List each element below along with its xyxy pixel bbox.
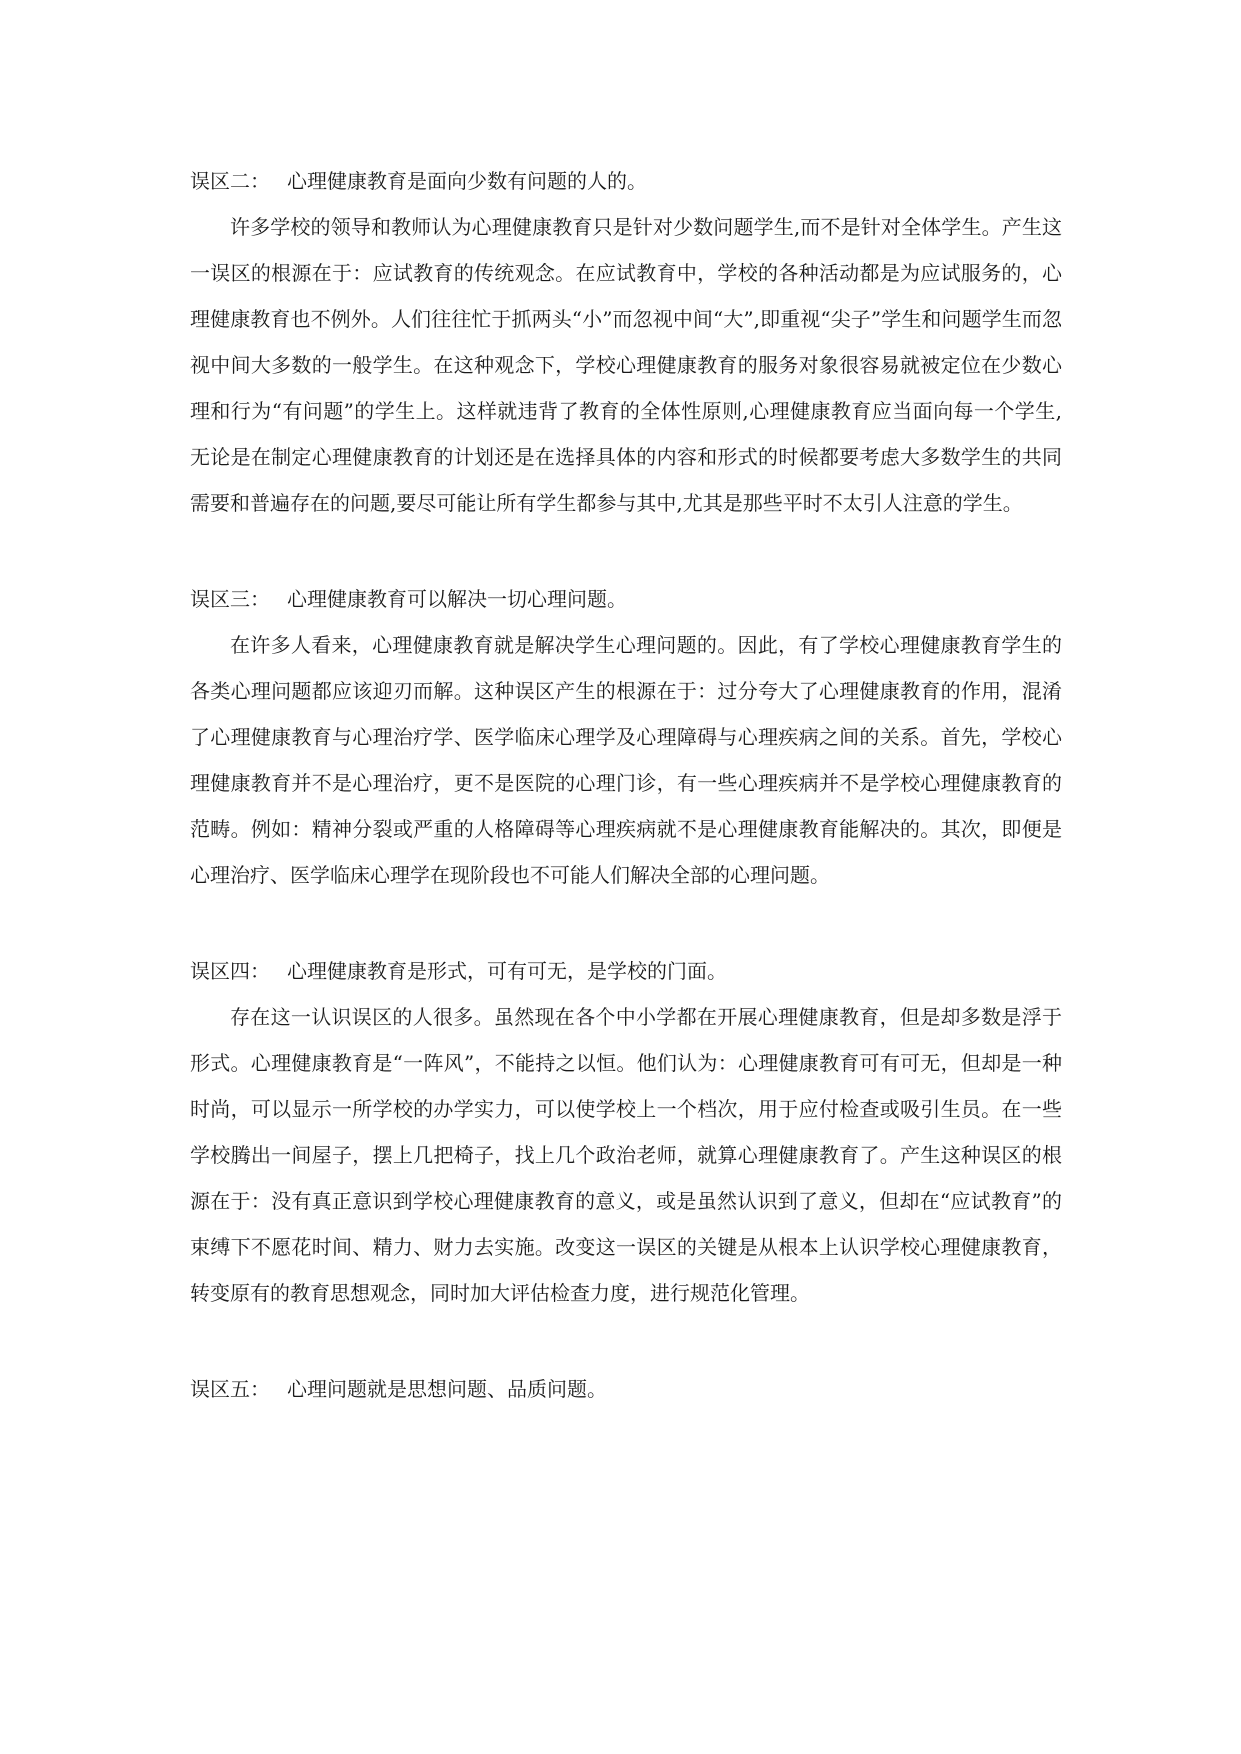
section-heading xyxy=(190,576,1062,622)
section-body: 在许多人看来，心理健康教育就是解决学生心理问题的。因此，有了学校心理健康教育学生的各类心理问题都应该迎刃而解。这种误区产生的根源在于：过分夸大了心理健康教育的作用，混淆了心理健康教育与心理治疗学、医学临床心理学及心理障碍与心理疾病之间的关系。首先，学校心理健康教育并不是心理治疗，更不是医院的心理门诊，有一些心理疾病并不是学校心理健康教育的范畴。例如：精神分裂或严重的人格障碍等心理疾病就不是心理健康教育能解决的。其次，即便是心理治疗、医学临床心理学在现阶段也不可能人们解决全部的心理问题。 xyxy=(190,633,1062,887)
section-body: 存在这一认识误区的人很多。虽然现在各个中小学都在开展心理健康教育，但是却多数是浮于形式。心理健康教育是“一阵风”，不能持之以恒。他们认为：心理健康教育可有可无，但却是一种时尚，可以显示一所学校的办学实力，可以使学校上一个档次，用于应付检查或吸引生员。在一些学校腾出一间屋子，摆上几把椅子，找上几个政治老师，就算心理健康教育了。产生这种误区的根源在于：没有真正意识到学校心理健康教育的意义，或是虽然认识到了意义，但却在“应试教育”的束缚下不愿花时间、精力、财力去实施。改变这一误区的关键是从根本上认识学校心理健康教育，转变原有的教育思想观念，同时加大评估检查力度，进行规范化管理。 xyxy=(190,1005,1062,1305)
section-label: 误区二： xyxy=(190,169,270,193)
document-page xyxy=(190,158,1062,1412)
section-misconception-5 xyxy=(190,1366,1062,1412)
section-label: 误区五： xyxy=(190,1377,270,1401)
section-title: 心理问题就是思想问题、品质问题。 xyxy=(287,1377,607,1401)
section-title: 心理健康教育可以解决一切心理问题。 xyxy=(287,587,627,611)
section-label: 误区三： xyxy=(190,587,270,611)
section-misconception-4 xyxy=(190,948,1062,1316)
section-heading xyxy=(190,1366,1062,1412)
section-misconception-2 xyxy=(190,158,1062,526)
section-title: 心理健康教育是面向少数有问题的人的。 xyxy=(287,169,647,193)
section-title: 心理健康教育是形式，可有可无，是学校的门面。 xyxy=(287,959,727,983)
section-label: 误区四： xyxy=(190,959,270,983)
section-heading xyxy=(190,158,1062,204)
section-body: 许多学校的领导和教师认为心理健康教育只是针对少数问题学生,而不是针对全体学生。产生这一误区的根源在于：应试教育的传统观念。在应试教育中，学校的各种活动都是为应试服务的，心理健康教育也不例外。人们往往忙于抓两头“小”而忽视中间“大”,即重视“尖子”学生和问题学生而忽视中间大多数的一般学生。在这种观念下，学校心理健康教育的服务对象很容易就被定位在少数心理和行为“有问题”的学生上。这样就违背了教育的全体性原则,心理健康教育应当面向每一个学生,无论是在制定心理健康教育的计划还是在选择具体的内容和形式的时候都要考虑大多数学生的共同需要和普遍存在的问题,要尽可能让所有学生都参与其中,尤其是那些平时不太引人注意的学生。 xyxy=(190,215,1062,515)
section-heading xyxy=(190,948,1062,994)
section-misconception-3 xyxy=(190,576,1062,898)
